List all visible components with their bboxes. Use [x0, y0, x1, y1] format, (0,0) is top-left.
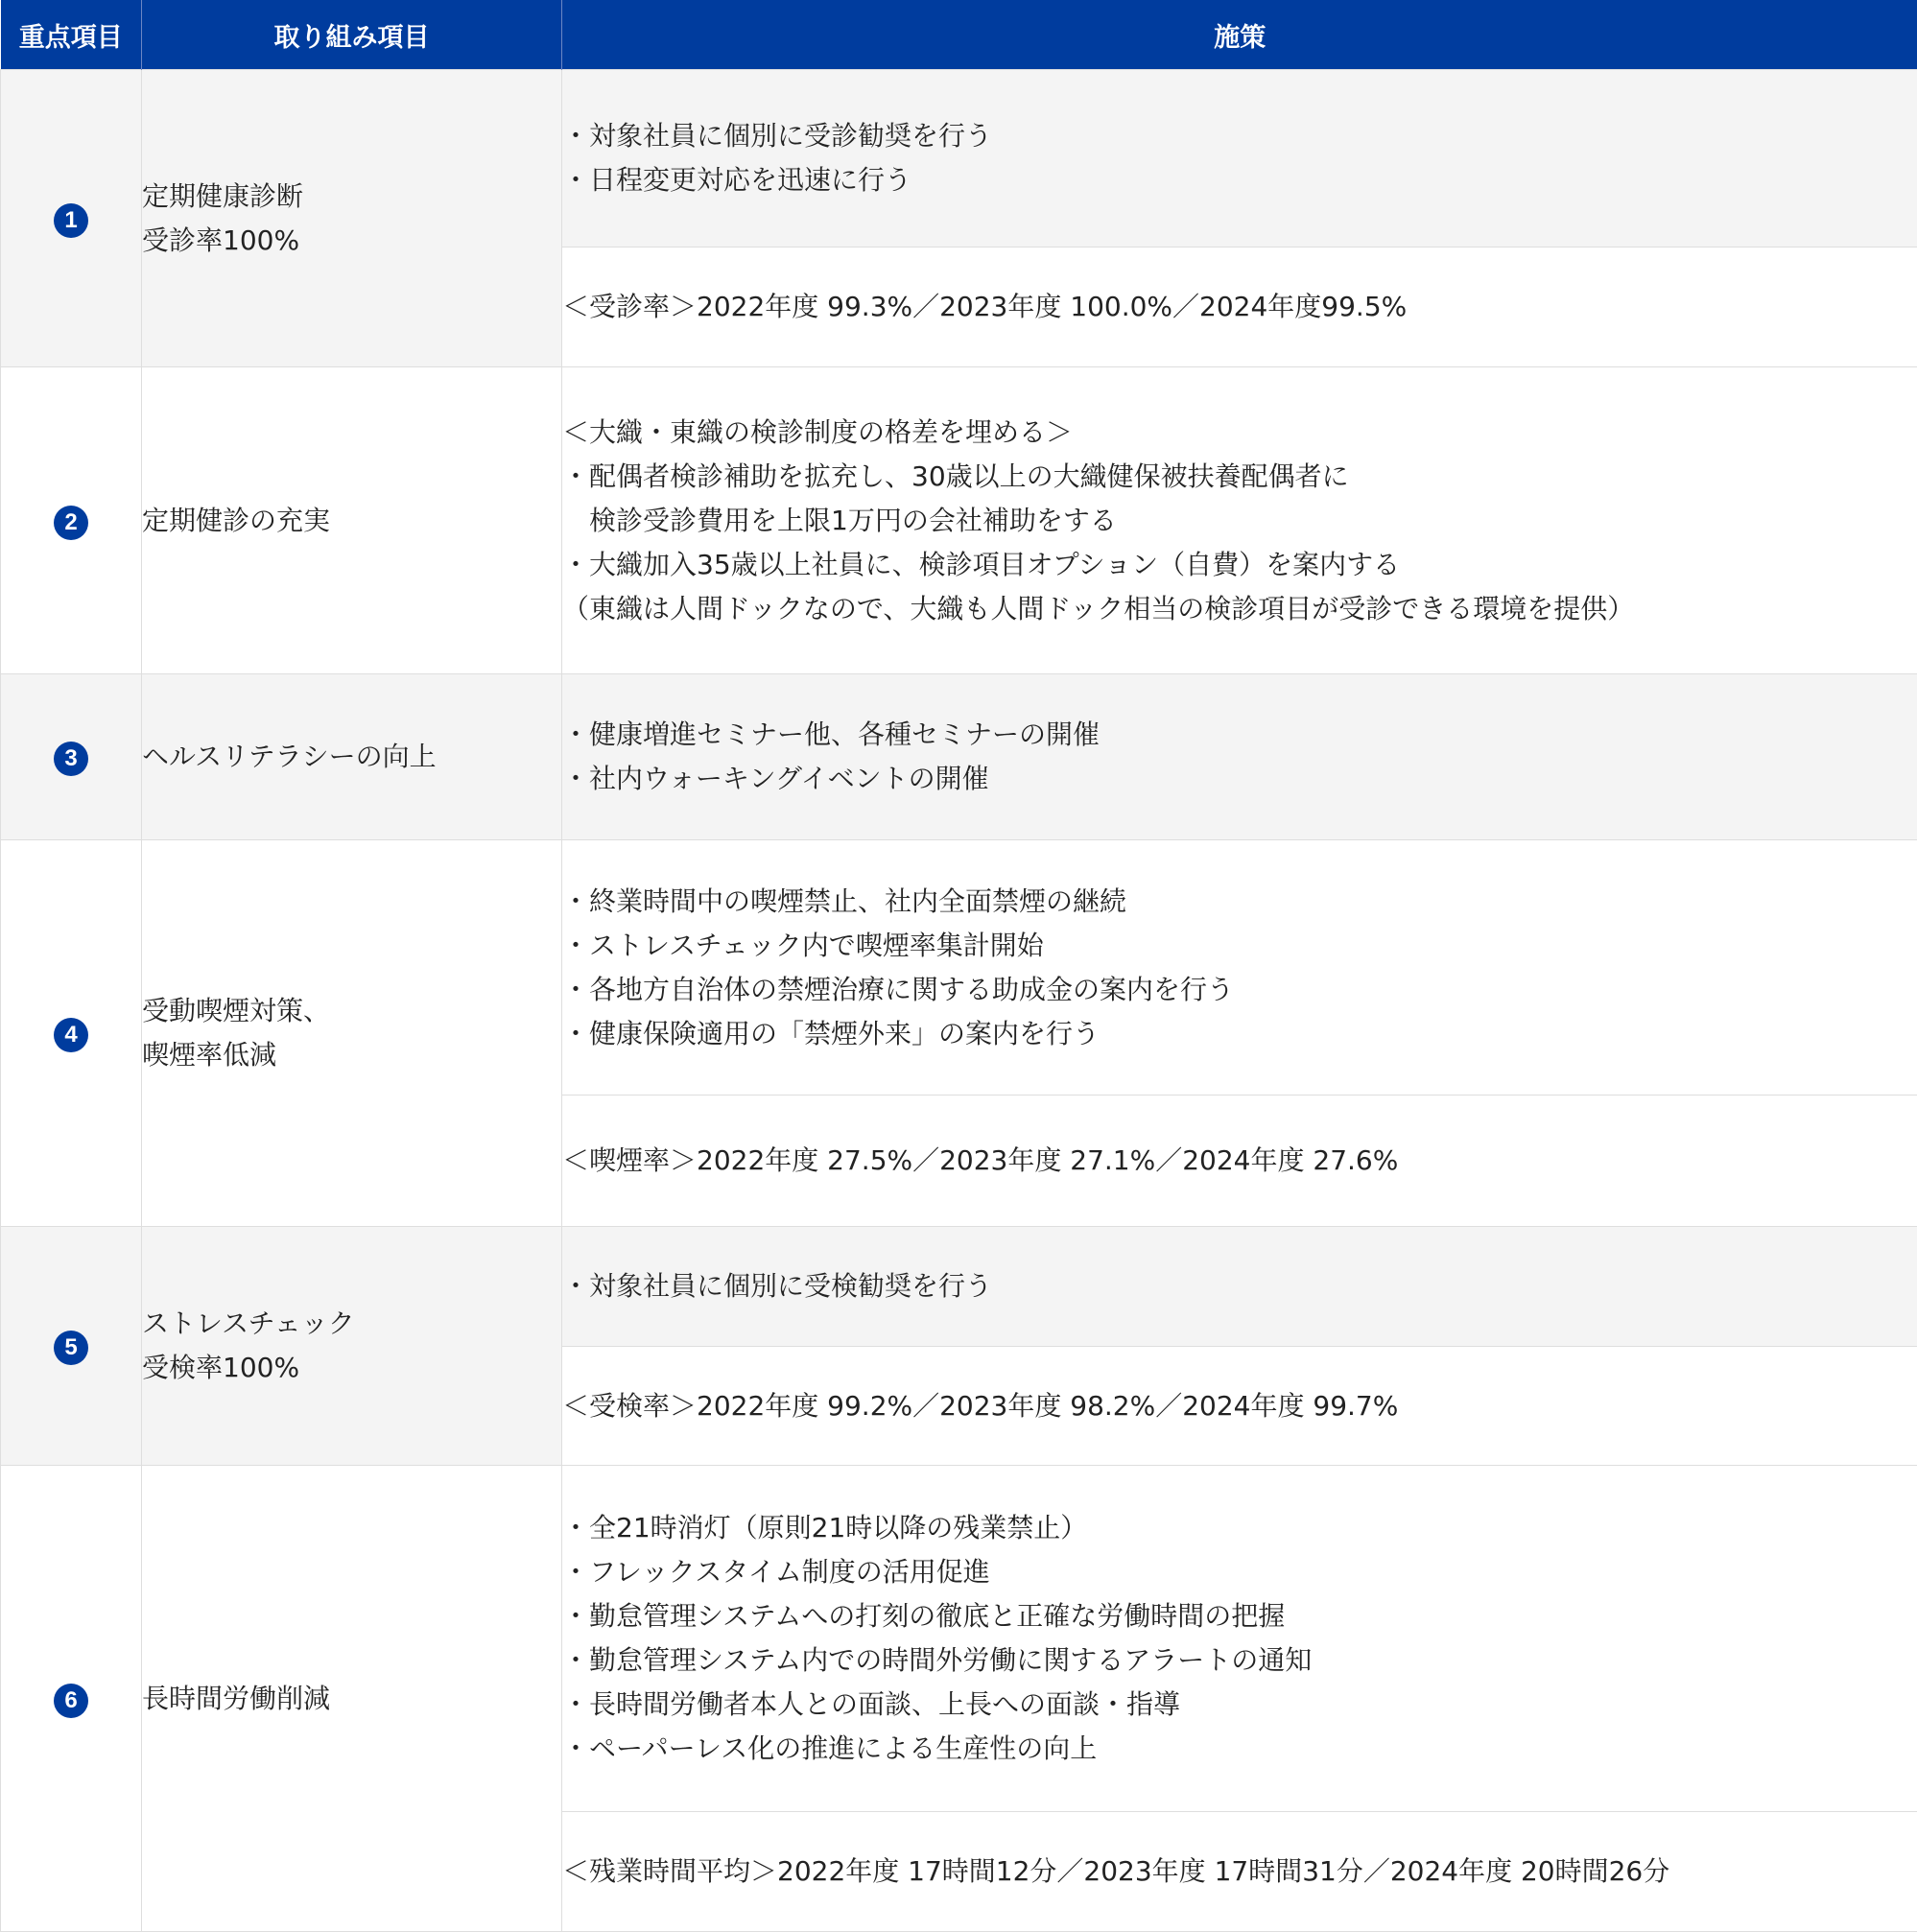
initiative-cell-5 [142, 1227, 562, 1466]
number-badge-1: 1 [54, 203, 88, 238]
measure-line: ・社内ウォーキングイベントの開催 [562, 757, 1917, 801]
initiative-line: 定期健康診断 [142, 175, 561, 219]
measure-line: ・日程変更対応を迅速に行う [562, 158, 1917, 202]
header-initiative: 取り組み項目 [142, 0, 562, 70]
number-badge-4: 4 [54, 1018, 88, 1052]
measures-cell-4 [562, 840, 1917, 1096]
measure-line: ・健康増進セミナー他、各種セミナーの開催 [562, 713, 1917, 757]
initiative-cell-1 [142, 70, 562, 367]
table-row-5 [1, 1227, 1917, 1347]
number-badge-3: 3 [54, 742, 88, 776]
measure-line: ・対象社員に個別に受検勧奨を行う [562, 1264, 1917, 1308]
stat-cell-4 [562, 1096, 1917, 1227]
measure-line: ・健康保険適用の「禁煙外来」の案内を行う [562, 1012, 1917, 1056]
stat-cell-6 [562, 1812, 1917, 1932]
measure-line: ・長時間労働者本人との面談、上長への面談・指導 [562, 1683, 1917, 1727]
measure-line: ・勤怠管理システムへの打刻の徹底と正確な労働時間の把握 [562, 1594, 1917, 1638]
priority-cell-3 [1, 674, 142, 840]
measure-line: ・各地方自治体の禁煙治療に関する助成金の案内を行う [562, 968, 1917, 1012]
initiative-line: ヘルスリテラシーの向上 [142, 735, 561, 779]
measures-cell-6 [562, 1466, 1917, 1812]
initiative-line: ストレスチェック [142, 1302, 561, 1346]
initiative-cell-2 [142, 367, 562, 674]
measure-line: ・終業時間中の喫煙禁止、社内全面禁煙の継続 [562, 880, 1917, 924]
measure-line: ・配偶者検診補助を拡充し、30歳以上の大織健保被扶養配偶者に [562, 455, 1917, 499]
initiative-line: 受動喫煙対策、 [142, 989, 561, 1033]
stat-cell-5 [562, 1347, 1917, 1466]
measure-line: ・勤怠管理システム内での時間外労働に関するアラートの通知 [562, 1638, 1917, 1683]
stat-text: ＜残業時間平均＞2022年度 17時間12分／2023年度 17時間31分／2024年度 20時間26分 [562, 1855, 1669, 1887]
header-priority: 重点項目 [1, 0, 142, 70]
table-row-1 [1, 70, 1917, 247]
initiative-line: 喫煙率低減 [142, 1033, 561, 1077]
header-measures: 施策 [562, 0, 1917, 70]
measure-line: ・大織加入35歳以上社員に、検診項目オプション（自費）を案内する [562, 543, 1917, 587]
priority-cell-1 [1, 70, 142, 367]
table-header-row [1, 0, 1917, 70]
initiative-cell-6 [142, 1466, 562, 1932]
measures-cell-2 [562, 367, 1917, 674]
measure-line: ・ストレスチェック内で喫煙率集計開始 [562, 924, 1917, 968]
number-badge-6: 6 [54, 1684, 88, 1718]
initiative-line: 受診率100% [142, 219, 561, 263]
initiative-line: 定期健診の充実 [142, 499, 561, 543]
initiative-cell-4 [142, 840, 562, 1227]
priority-cell-2 [1, 367, 142, 674]
measures-cell-5 [562, 1227, 1917, 1347]
measures-cell-3 [562, 674, 1917, 840]
measures-cell-1 [562, 70, 1917, 247]
initiative-cell-3 [142, 674, 562, 840]
table-row-2 [1, 367, 1917, 674]
initiative-line: 受検率100% [142, 1346, 561, 1390]
measure-line: ・全21時消灯（原則21時以降の残業禁止） [562, 1506, 1917, 1550]
table-row-4 [1, 840, 1917, 1096]
stat-text: ＜喫煙率＞2022年度 27.5%／2023年度 27.1%／2024年度 27.6% [562, 1144, 1398, 1176]
stat-cell-1 [562, 247, 1917, 367]
stat-text: ＜受診率＞2022年度 99.3%／2023年度 100.0%／2024年度99.5% [562, 291, 1407, 322]
measure-line: 検診受診費用を上限1万円の会社補助をする [562, 499, 1917, 543]
initiative-line: 長時間労働削減 [142, 1677, 561, 1721]
priority-cell-6 [1, 1466, 142, 1932]
measure-line: ・フレックスタイム制度の活用促進 [562, 1550, 1917, 1594]
measure-line: （東織は人間ドックなので、大織も人間ドック相当の検診項目が受診できる環境を提供） [562, 587, 1917, 631]
stat-text: ＜受検率＞2022年度 99.2%／2023年度 98.2%／2024年度 99.7% [562, 1390, 1398, 1422]
priority-cell-4 [1, 840, 142, 1227]
priority-cell-5 [1, 1227, 142, 1466]
measure-line: ＜大織・東織の検診制度の格差を埋める＞ [562, 411, 1917, 455]
measure-line: ・対象社員に個別に受診勧奨を行う [562, 114, 1917, 158]
table-row-6 [1, 1466, 1917, 1812]
measure-line: ・ペーパーレス化の推進による生産性の向上 [562, 1727, 1917, 1771]
number-badge-2: 2 [54, 506, 88, 540]
number-badge-5: 5 [54, 1331, 88, 1365]
table-row-3 [1, 674, 1917, 840]
